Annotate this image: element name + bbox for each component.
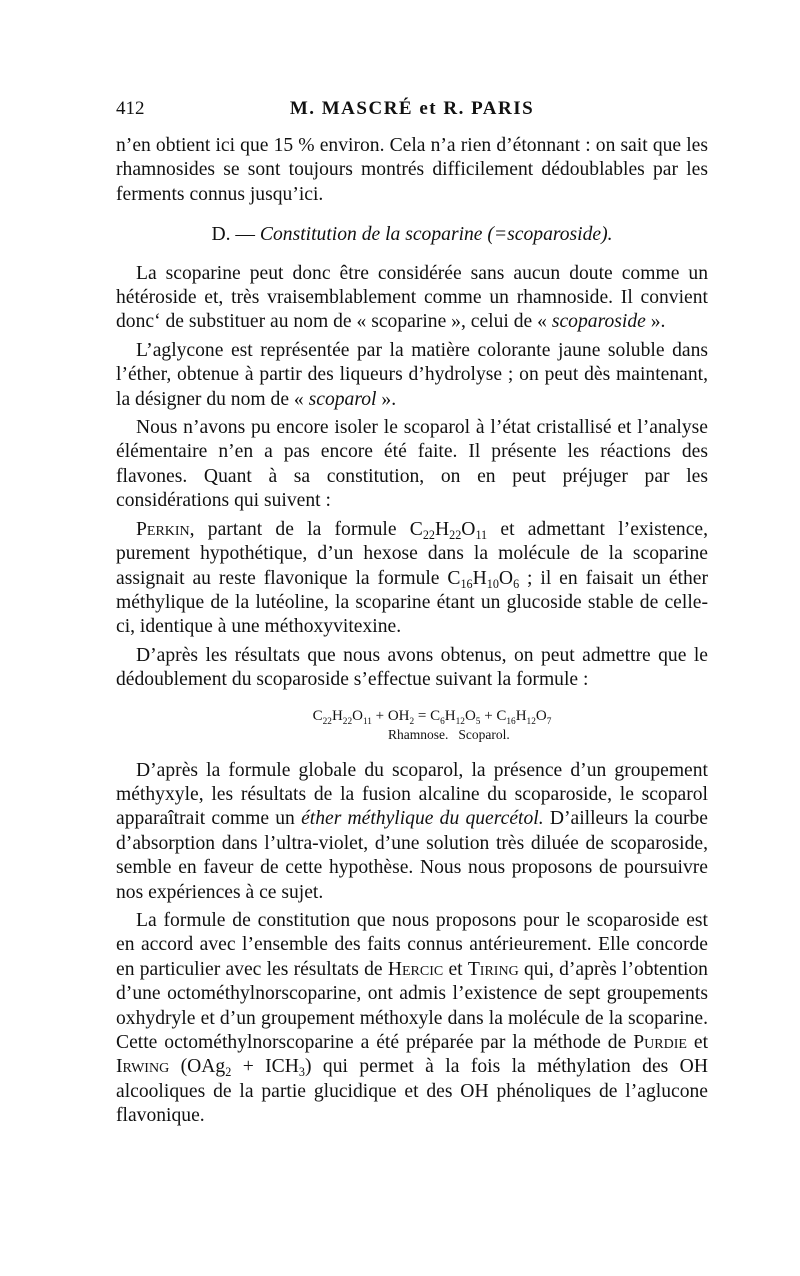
p8-t4: et	[693, 1032, 709, 1053]
f-c: O	[352, 707, 363, 724]
paragraph-3	[116, 339, 708, 412]
f-a1: 22	[322, 716, 332, 727]
equation-line	[116, 707, 708, 725]
p5-t6: O	[498, 567, 514, 589]
paragraph-2-text: La scoparine peut donc être considérée sans aucun doute comme un hétéroside et, très vraisemblablement comme un rhamnoside. Il convient donc‘ de substituer au nom de « scoparine », celui de «	[116, 262, 708, 333]
equation-labels	[116, 727, 708, 743]
f-a: C	[312, 707, 323, 724]
section-letter: D. —	[211, 224, 255, 246]
f-g: O	[464, 707, 476, 724]
p8-t3: qui, d’après l’obtention d’une octométhylnorscoparine, ont admis l’existence de sept groupements oxhydryle et d’un groupement méthoxyle dans la molécule de la scoparine. Cette octométhylnorscoparine a été préparée par la méthode de	[116, 958, 708, 1053]
author-perkin: Perkin	[136, 518, 190, 540]
p5-s4: 16	[460, 576, 473, 591]
p8-t7: ) qui permet à la fois la méthylation des OH alcooliques de la partie glucidique et des OH phénoliques de l’aglucone flavonique.	[116, 1056, 708, 1127]
paragraph-3-text: L’aglycone est représentée par la matière colorante jaune soluble dans l’éther, obtenue à partir des liqueurs d’hydrolyse ; on peut dès maintenant, la désigner du nom de «	[116, 339, 708, 410]
f-i1: 12	[526, 716, 536, 727]
p5-t5: H	[472, 567, 487, 589]
author-tiring: Tiring	[467, 958, 519, 980]
f-h1: 16	[506, 716, 516, 727]
p8-t5: (OAg	[180, 1056, 226, 1078]
p5-s2: 22	[449, 527, 462, 542]
p8-t2: et	[448, 958, 463, 980]
f-h: + C	[480, 707, 507, 724]
f-d: + OH	[371, 707, 410, 724]
f-e1: 6	[440, 716, 445, 727]
paragraph-2-end: ».	[650, 311, 666, 333]
page-header	[116, 98, 708, 124]
label-scoparol: Scoparol.	[458, 726, 510, 742]
term-scoparoside: scoparoside	[551, 311, 646, 333]
p8-t6: + ICH	[231, 1056, 299, 1078]
author-hercic: Hercic	[387, 958, 444, 980]
f-i: H	[515, 707, 527, 724]
p5-t2: H	[434, 518, 450, 540]
p7-t1: D’après la formule globale du scoparol, la présence d’un groupement méthyxyle, les résultats de la fusion alcaline du scoparoside, le scoparol apparaîtrait comme un	[116, 759, 708, 830]
p5-s6: 6	[513, 576, 520, 591]
p5-s1: 22	[422, 527, 435, 542]
label-rhamnose: Rhamnose.	[388, 726, 449, 742]
p8-s2: 3	[298, 1065, 305, 1080]
paragraph-4: Nous n’avons pu encore isoler le scoparol à l’état cristallisé et l’analyse élémentaire n’en a pas encore été faite. Il présente les réactions des flavones. Quant à sa constitution, on en peut préjuger par les considérations qui suivent :	[116, 417, 708, 512]
term-scoparol: scoparol	[308, 388, 377, 410]
f-b1: 22	[342, 716, 353, 727]
f-g1: 5	[475, 716, 481, 727]
f-d1: 2	[409, 716, 415, 727]
author-irwing: Irwing	[116, 1056, 170, 1078]
f-j1: 7	[546, 716, 552, 727]
paragraph-6: D’après les résultats que nous avons obtenus, on peut admettre que le dédoublement du scoparoside s’effectue suivant la formule :	[116, 644, 708, 691]
author-purdie: Purdie	[633, 1032, 687, 1053]
page-number: 412	[116, 98, 145, 119]
paragraph-5	[116, 518, 708, 640]
p5-t7: ; il en faisait un éther méthylique de la lutéoline, la scoparine étant un glucoside stable de celle-ci, identique à une méthoxyvitexine.	[116, 567, 709, 638]
p5-t4: et admettant l’existence, purement hypothétique, d’un hexose dans la molécule de la scoparine assignait au reste flavonique la formule C	[116, 518, 708, 589]
paragraph-2	[116, 262, 708, 335]
running-head: M. MASCRÉ et R. PARIS	[289, 98, 535, 119]
f-b: H	[331, 707, 343, 724]
p5-s3: 11	[475, 527, 488, 542]
term-ether-methylique: éther méthylique du quercétol.	[301, 808, 544, 830]
chemical-equation	[116, 707, 708, 743]
paragraph-1: n’en obtient ici que 15 % environ. Cela n’a rien d’étonnant : on sait que les rhamnosides se sont toujours montrés difficilement dédoublables par les ferments connus jusqu’ici.	[116, 135, 708, 205]
f-c1: 11	[362, 716, 372, 727]
paragraph-3-end: ».	[381, 388, 397, 410]
p8-s1: 2	[225, 1065, 232, 1080]
p5-t1: , partant de la formule C	[189, 518, 423, 540]
page-body	[116, 134, 708, 1133]
section-title: Constitution de la scoparine (=scoparoside).	[259, 224, 613, 246]
paragraph-7	[116, 759, 708, 905]
p8-t1: La formule de constitution que nous proposons pour le scoparoside est en accord avec l’ensemble des faits connus antérieurement. Elle concorde en particulier avec les résultats de	[116, 909, 708, 980]
f-j: O	[535, 707, 547, 724]
paragraph-8	[116, 909, 708, 1129]
p7-t2: D’ailleurs la courbe d’absorption dans l’ultra-violet, d’une solution très diluée de scoparoside, semble en faveur de cette hypothèse. Nous nous proposons de poursuivre nos expériences à ce sujet.	[116, 808, 709, 903]
section-heading-d	[116, 223, 708, 247]
f-f1: 12	[455, 716, 465, 727]
p5-t3: O	[461, 518, 476, 540]
f-f: H	[444, 707, 456, 724]
p5-s5: 10	[486, 576, 499, 591]
f-e: = C	[414, 707, 441, 724]
